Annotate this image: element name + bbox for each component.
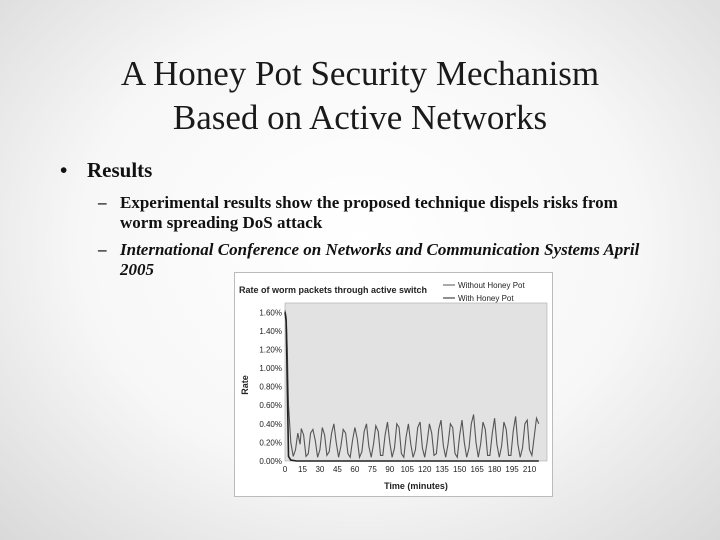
x-tick-label: 0 — [282, 465, 288, 474]
legend-label-with: With Honey Pot — [458, 294, 514, 303]
x-tick-label: 210 — [522, 465, 537, 474]
x-tick-label: 195 — [505, 465, 519, 474]
x-tick-label: 45 — [332, 465, 342, 474]
y-tick-label: 1.20% — [259, 345, 282, 355]
sub-bullet-dash-1: – — [98, 193, 107, 212]
x-tick-label: 30 — [315, 465, 325, 474]
x-tick-label: 180 — [487, 465, 502, 474]
sub-bullet-dash-2: – — [98, 240, 107, 259]
worm-rate-chart — [234, 272, 553, 497]
x-tick-label: 75 — [367, 465, 377, 474]
bullet-dot: • — [60, 158, 68, 182]
bullet-results-label: Results — [87, 158, 153, 182]
y-tick-label: 1.40% — [259, 326, 282, 336]
chart-title: Rate of worm packets through active switch — [239, 285, 428, 295]
x-tick-label: 105 — [400, 465, 414, 474]
bullet-results — [60, 158, 152, 183]
x-tick-labels — [283, 465, 537, 474]
x-tick-label: 90 — [385, 465, 395, 474]
slide-title-line2: Based on Active Networks — [172, 98, 548, 137]
plot-area — [285, 303, 547, 461]
chart-svg — [235, 273, 552, 496]
x-tick-label: 165 — [470, 465, 484, 474]
x-tick-label: 15 — [298, 465, 307, 474]
y-tick-label: 0.40% — [259, 419, 282, 429]
y-tick-labels — [259, 308, 282, 466]
x-tick-label: 150 — [452, 465, 467, 474]
y-tick-label: 0.80% — [259, 382, 282, 392]
legend-label-without: Without Honey Pot — [458, 281, 525, 290]
y-tick-label: 0.20% — [259, 438, 282, 448]
y-tick-label: 0.60% — [259, 401, 282, 411]
chart-ylabel: Rate — [240, 375, 250, 395]
x-tick-label: 120 — [418, 465, 432, 474]
sub-bullet-experimental-text: Experimental results show the proposed technique dispels risks from worm spreading DoS attack — [120, 193, 618, 232]
slide-title — [0, 52, 720, 140]
x-tick-label: 135 — [435, 465, 449, 474]
sub-bullet-conference-text: International Conference on Networks and Communication Systems April 2005 — [120, 240, 640, 279]
y-tick-label: 1.00% — [259, 364, 282, 374]
slide-title-line1: A Honey Pot Security Mechanism — [120, 54, 600, 93]
chart-legend — [443, 281, 525, 303]
chart-xlabel: Time (minutes) — [384, 481, 448, 491]
y-tick-label: 1.60% — [259, 308, 282, 318]
x-tick-label: 60 — [350, 465, 360, 474]
y-tick-label: 0.00% — [259, 457, 282, 466]
